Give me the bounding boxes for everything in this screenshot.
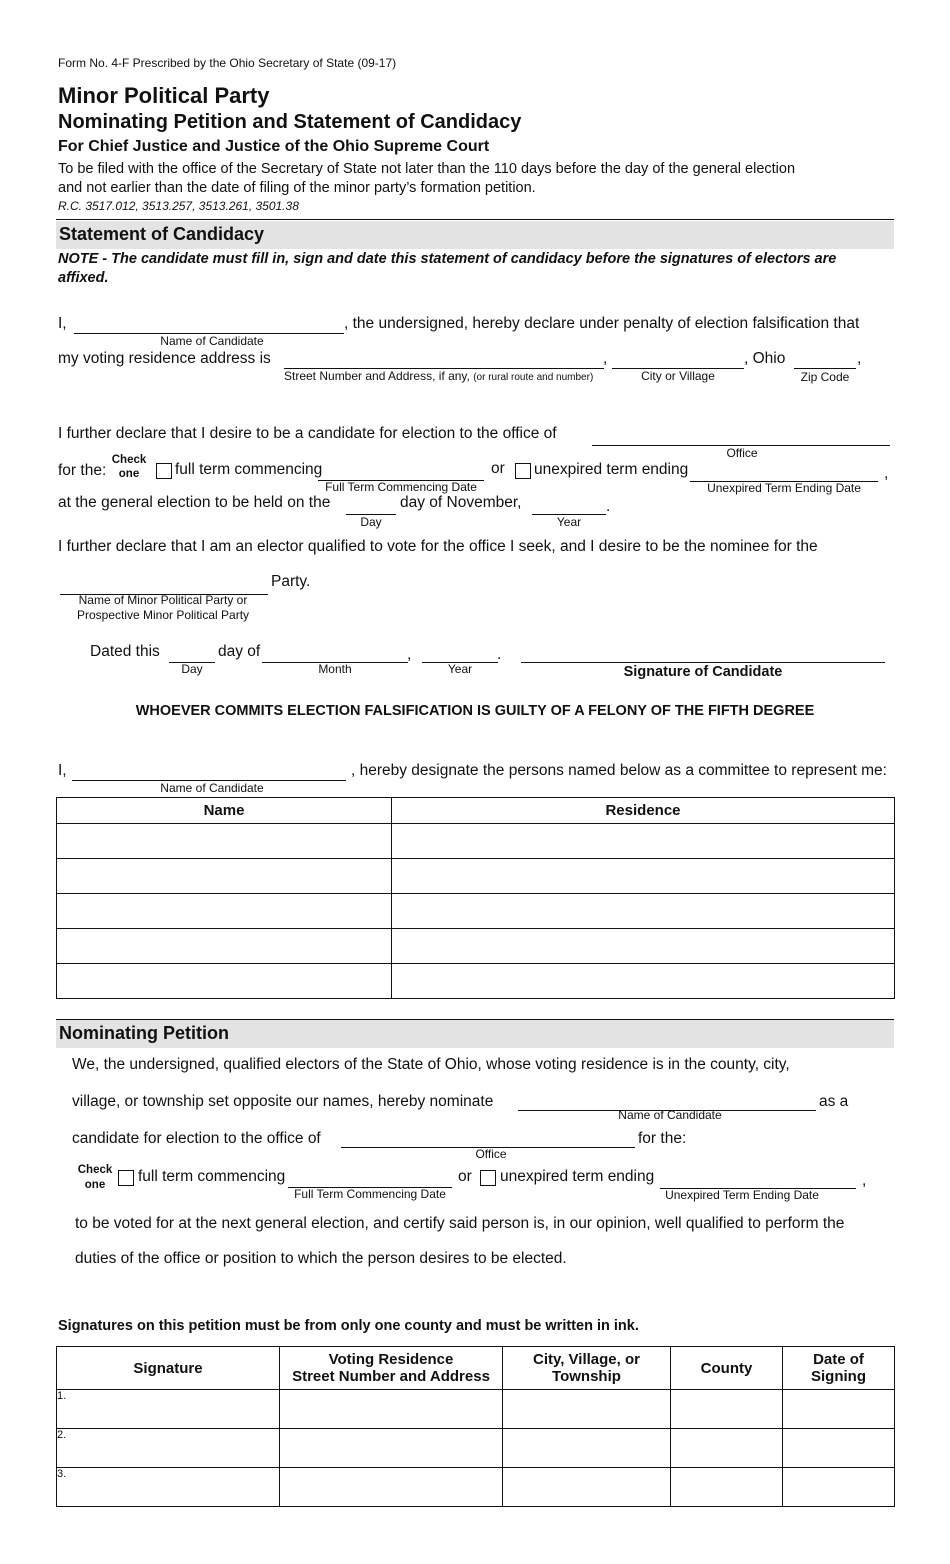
party-caption-1: Name of Minor Political Party or bbox=[78, 593, 248, 607]
for-the-label: for the: bbox=[58, 462, 107, 479]
petition-full-term-date-caption: Full Term Commencing Date bbox=[294, 1187, 446, 1201]
petition-text-2: village, or township set opposite our names, hereby nominate bbox=[72, 1093, 494, 1110]
petition-for-the-label: for the: bbox=[638, 1130, 687, 1147]
committee-name-cell[interactable] bbox=[57, 859, 392, 894]
candidate-signature-caption: Signature of Candidate bbox=[623, 664, 783, 680]
petition-text-1: We, the undersigned, qualified electors of the State of Ohio, whose voting residence is in the county, city, bbox=[72, 1056, 790, 1073]
election-year-caption: Year bbox=[556, 515, 582, 529]
voting-residence-cell[interactable] bbox=[280, 1468, 503, 1507]
office-caption: Office bbox=[726, 446, 758, 460]
committee-residence-cell[interactable] bbox=[392, 929, 895, 964]
voting-residence-cell[interactable] bbox=[280, 1390, 503, 1429]
date-cell[interactable] bbox=[783, 1390, 895, 1429]
committee-residence-cell[interactable] bbox=[392, 964, 895, 999]
petition-unexpired-term-checkbox[interactable] bbox=[480, 1170, 496, 1186]
check-label: Check bbox=[111, 454, 147, 466]
comma: , bbox=[407, 646, 412, 663]
petition-unexpired-term-label: unexpired term ending bbox=[500, 1168, 655, 1185]
committee-residence-cell[interactable] bbox=[392, 859, 895, 894]
residence-label: my voting residence address is bbox=[58, 350, 271, 367]
form-title: Minor Political Party bbox=[58, 83, 270, 108]
ohio-label: , Ohio bbox=[744, 350, 786, 367]
full-term-date-caption: Full Term Commencing Date bbox=[325, 480, 477, 494]
city-caption: City or Village bbox=[641, 369, 715, 383]
committee-residence-cell[interactable] bbox=[392, 894, 895, 929]
full-term-label: full term commencing bbox=[175, 461, 323, 478]
comma: , bbox=[857, 350, 862, 367]
unexpired-term-date-caption: Unexpired Term Ending Date bbox=[707, 481, 861, 495]
further-declare-nominee: I further declare that I am an elector qualified to vote for the office I seek, and I desire to be the nominee for the bbox=[58, 538, 818, 555]
general-election-label: at the general election to be held on the bbox=[58, 494, 331, 511]
committee-name-cell[interactable] bbox=[57, 929, 392, 964]
county-header: County bbox=[671, 1347, 783, 1390]
date-cell[interactable] bbox=[783, 1429, 895, 1468]
committee-name-cell[interactable] bbox=[57, 894, 392, 929]
filing-instructions-2: and not earlier than the date of filing of the minor party’s formation petition. bbox=[58, 180, 536, 196]
petition-office-caption: Office bbox=[475, 1147, 507, 1161]
form-number: Form No. 4-F Prescribed by the Ohio Secretary of State (09-17) bbox=[58, 56, 397, 70]
one-label: one bbox=[118, 468, 140, 480]
dated-month-caption: Month bbox=[318, 662, 352, 676]
revised-code-reference: R.C. 3517.012, 3513.257, 3513.261, 3501.38 bbox=[58, 199, 299, 213]
date-of-signing-header: Date of Signing bbox=[783, 1347, 895, 1390]
petition-check-label: Check bbox=[77, 1164, 113, 1176]
voting-residence-cell[interactable] bbox=[280, 1429, 503, 1468]
petition-full-term-label: full term commencing bbox=[138, 1168, 286, 1185]
committee-candidate-name-caption: Name of Candidate bbox=[160, 781, 264, 795]
election-day-caption: Day bbox=[360, 515, 382, 529]
petition-full-term-checkbox[interactable] bbox=[118, 1170, 134, 1186]
date-cell[interactable] bbox=[783, 1468, 895, 1507]
street-address-caption: Street Number and Address, if any, (or rural route and number) bbox=[284, 369, 594, 383]
committee-row bbox=[57, 894, 895, 929]
statement-of-candidacy-heading: Statement of Candidacy bbox=[56, 221, 894, 249]
committee-name-header: Name bbox=[57, 798, 392, 824]
or-label: or bbox=[491, 460, 505, 477]
day-of-november-label: day of November, bbox=[400, 494, 522, 511]
petition-unexpired-term-date-caption: Unexpired Term Ending Date bbox=[665, 1188, 819, 1202]
party-label: Party. bbox=[271, 573, 311, 590]
committee-name-cell[interactable] bbox=[57, 824, 392, 859]
day-of-label: day of bbox=[218, 643, 261, 660]
full-term-checkbox[interactable] bbox=[156, 463, 172, 479]
city-cell[interactable] bbox=[503, 1390, 671, 1429]
period: . bbox=[497, 646, 502, 663]
signature-table bbox=[56, 1346, 895, 1507]
voting-residence-header: Voting Residence Street Number and Address bbox=[280, 1347, 503, 1390]
nominating-petition-heading: Nominating Petition bbox=[56, 1020, 894, 1048]
form-office-line: For Chief Justice and Justice of the Ohio Supreme Court bbox=[58, 138, 490, 155]
signatures-note: Signatures on this petition must be from only one county and must be written in ink. bbox=[58, 1318, 639, 1334]
county-cell[interactable] bbox=[671, 1468, 783, 1507]
county-cell[interactable] bbox=[671, 1429, 783, 1468]
period: . bbox=[606, 498, 611, 515]
header-divider bbox=[56, 219, 894, 220]
unexpired-term-checkbox[interactable] bbox=[515, 463, 531, 479]
felony-warning: WHOEVER COMMITS ELECTION FALSIFICATION IS GUILTY OF A FELONY OF THE FIFTH DEGREE bbox=[135, 703, 815, 719]
signature-cell[interactable]: 2. bbox=[57, 1429, 280, 1468]
petition-text-5: duties of the office or position to which the person desires to be elected. bbox=[75, 1250, 567, 1267]
form-subtitle: Nominating Petition and Statement of Candidacy bbox=[58, 111, 522, 133]
petition-text-3: candidate for election to the office of bbox=[72, 1130, 321, 1147]
county-cell[interactable] bbox=[671, 1390, 783, 1429]
city-cell[interactable] bbox=[503, 1429, 671, 1468]
committee-row bbox=[57, 824, 895, 859]
signature-row bbox=[57, 1390, 895, 1429]
comma: , bbox=[862, 1172, 867, 1189]
signature-cell[interactable]: 3. bbox=[57, 1468, 280, 1507]
candidate-name-caption: Name of Candidate bbox=[160, 334, 264, 348]
candidate-note-2: affixed. bbox=[58, 270, 109, 286]
signature-row bbox=[57, 1468, 895, 1507]
petition-or-label: or bbox=[458, 1168, 472, 1185]
signature-cell[interactable]: 1. bbox=[57, 1390, 280, 1429]
comma: , bbox=[884, 465, 889, 482]
committee-table bbox=[56, 797, 895, 999]
committee-row bbox=[57, 929, 895, 964]
dated-this-label: Dated this bbox=[90, 643, 160, 660]
committee-name-cell[interactable] bbox=[57, 964, 392, 999]
city-cell[interactable] bbox=[503, 1468, 671, 1507]
i-label-committee: I, bbox=[58, 762, 67, 779]
committee-residence-cell[interactable] bbox=[392, 824, 895, 859]
candidate-note-1: NOTE - The candidate must fill in, sign and date this statement of candidacy before the signatures of electors are bbox=[58, 251, 837, 267]
as-a-label: as a bbox=[819, 1093, 849, 1110]
zip-field[interactable] bbox=[794, 368, 856, 369]
i-label: I, bbox=[58, 315, 67, 332]
candidate-signature-field[interactable] bbox=[521, 662, 885, 663]
further-declare-office: I further declare that I desire to be a candidate for election to the office of bbox=[58, 425, 557, 442]
committee-residence-header: Residence bbox=[392, 798, 895, 824]
comma: , bbox=[603, 350, 608, 367]
dated-day-caption: Day bbox=[181, 662, 203, 676]
petition-text-4: to be voted for at the next general election, and certify said person is, in our opinion, well qualified to perform the bbox=[75, 1215, 845, 1232]
filing-instructions-1: To be filed with the office of the Secretary of State not later than the 110 days before the day of the general election bbox=[58, 161, 796, 177]
petition-one-label: one bbox=[84, 1179, 106, 1191]
committee-row bbox=[57, 859, 895, 894]
declaration-text: , the undersigned, hereby declare under penalty of election falsification that bbox=[344, 315, 860, 332]
committee-row bbox=[57, 964, 895, 999]
signature-row bbox=[57, 1429, 895, 1468]
petition-candidate-name-caption: Name of Candidate bbox=[618, 1108, 722, 1122]
unexpired-term-label: unexpired term ending bbox=[534, 461, 689, 478]
designate-committee-text: , hereby designate the persons named below as a committee to represent me: bbox=[351, 762, 887, 779]
dated-year-caption: Year bbox=[447, 662, 473, 676]
signature-header: Signature bbox=[57, 1347, 280, 1390]
zip-caption: Zip Code bbox=[800, 370, 850, 384]
city-village-township-header: City, Village, or Township bbox=[503, 1347, 671, 1390]
party-caption-2: Prospective Minor Political Party bbox=[76, 608, 250, 622]
